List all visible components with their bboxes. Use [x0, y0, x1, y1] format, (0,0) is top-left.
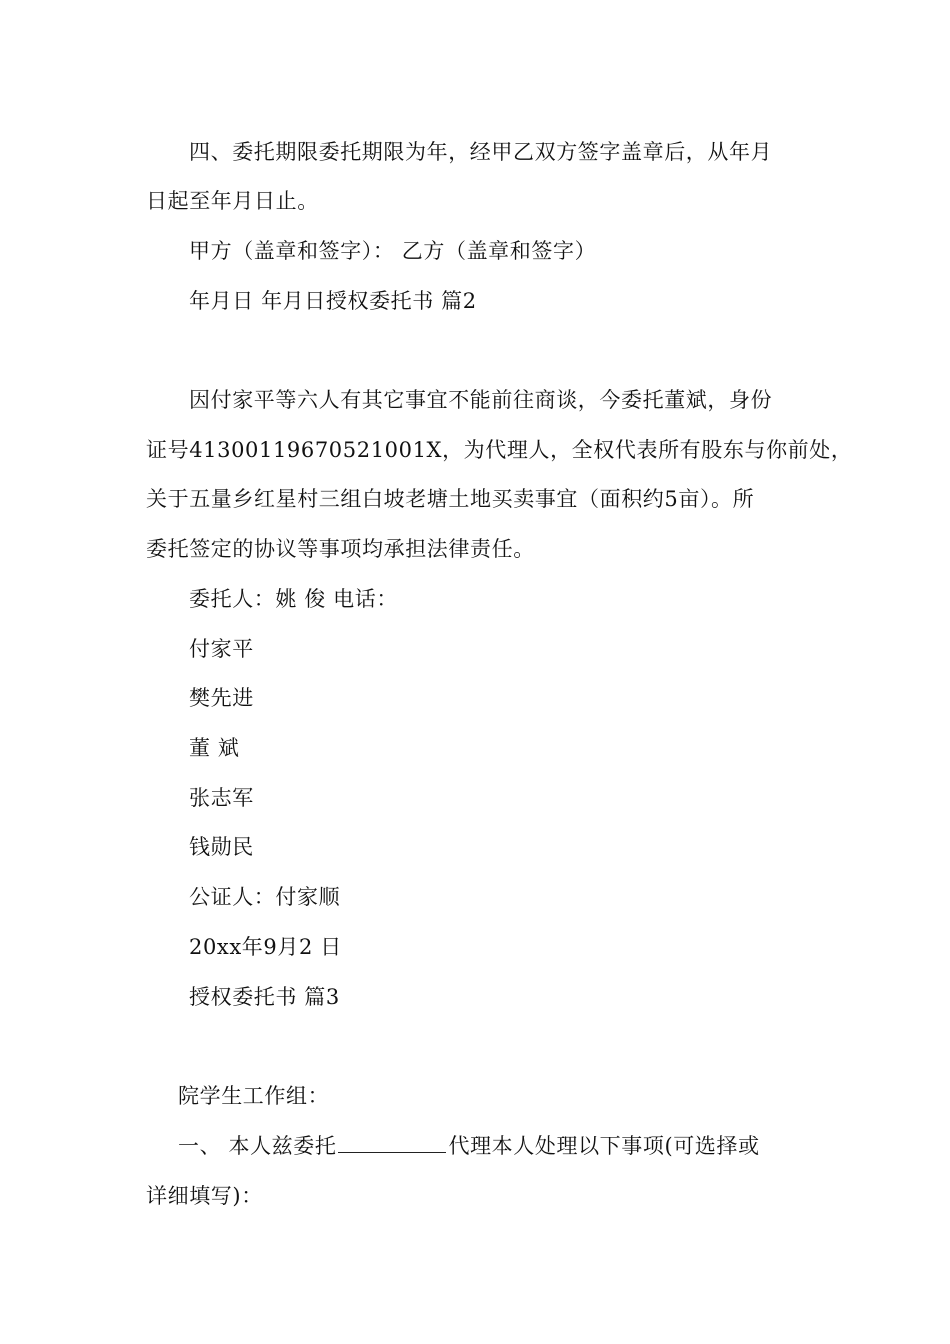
- paragraph-term-line-2: 日起至年月日止。: [146, 189, 319, 213]
- name-item: 付家平: [189, 637, 254, 661]
- name-item: 樊先进: [189, 686, 254, 710]
- agent-name-blank: [338, 1134, 446, 1153]
- addressee: 院学生工作组：: [178, 1084, 330, 1108]
- notary-line: 公证人：付家顺: [189, 885, 341, 909]
- item-1-line-2: 详细填写)：: [146, 1184, 263, 1208]
- item-1-prefix: 一、 本人兹委托: [178, 1134, 337, 1158]
- paragraph-term-line-1: 四、委托期限委托期限为年，经甲乙双方签字盖章后，从年月: [189, 140, 773, 164]
- item-1-suffix: 代理本人处理以下事项(可选择或: [448, 1134, 760, 1158]
- paragraph-authorization-line-4: 委托签定的协议等事项均承担法律责任。: [146, 537, 535, 561]
- principal-line: 委托人：姚 俊 电话：: [189, 587, 398, 611]
- paragraph-authorization-line-1: 因付家平等六人有其它事宜不能前往商谈，今委托董斌，身份: [189, 388, 773, 412]
- date-line: 20xx年9月2 日: [189, 935, 342, 959]
- paragraph-authorization-line-2: 证号41300119670521001X，为代理人，全权代表所有股东与你前处，: [146, 438, 853, 462]
- name-item: 张志军: [189, 786, 254, 810]
- name-item: 钱勋民: [189, 835, 254, 859]
- name-item: 董 斌: [189, 736, 240, 760]
- signature-line: 甲方（盖章和签字）： 乙方（盖章和签字）: [189, 239, 597, 263]
- date-heading: 年月日 年月日授权委托书 篇2: [189, 289, 477, 313]
- item-1-line-1: [178, 1133, 760, 1159]
- section-3-heading: 授权委托书 篇3: [189, 985, 340, 1009]
- paragraph-authorization-line-3: 关于五量乡红星村三组白坡老塘土地买卖事宜（面积约5亩）。所: [146, 487, 755, 511]
